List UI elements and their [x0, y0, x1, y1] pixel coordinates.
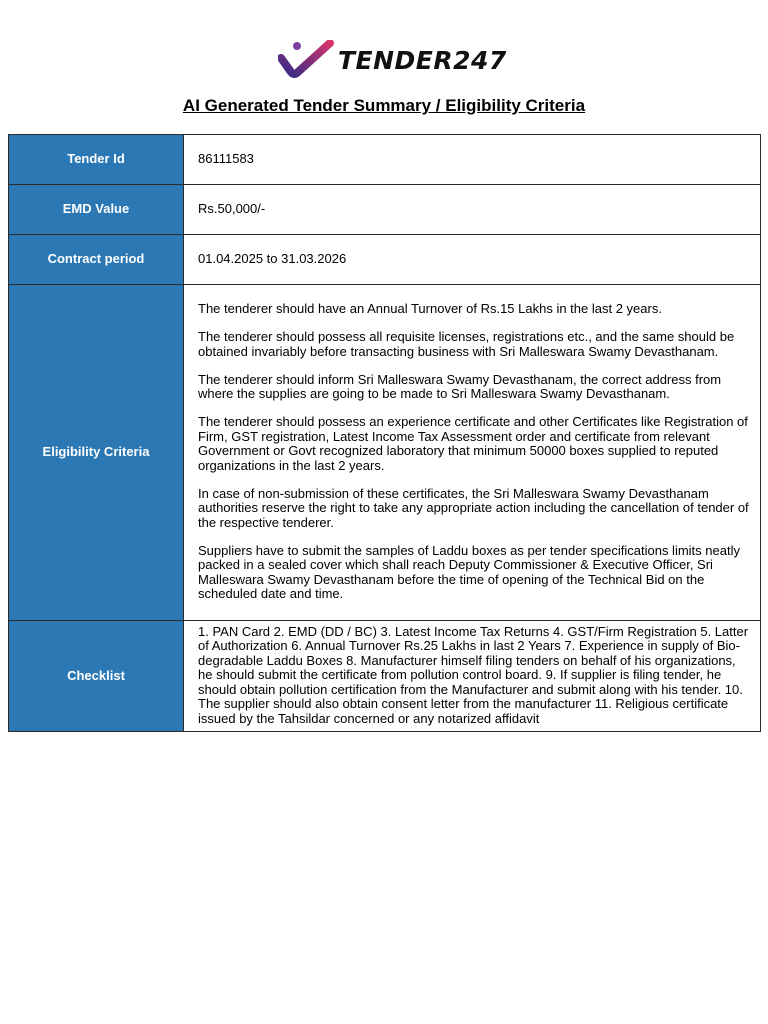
table-row-checklist: [9, 620, 761, 732]
contract-period-value: 01.04.2025 to 31.03.2026: [184, 235, 761, 285]
table-row-contract: [9, 235, 761, 285]
emd-label: EMD Value: [9, 185, 184, 235]
tender-summary-table: [8, 134, 761, 732]
checklist-label: Checklist: [9, 620, 184, 732]
tender-id-value: 86111583: [184, 135, 761, 185]
emd-value: Rs.50,000/-: [184, 185, 761, 235]
table-row-eligibility: [9, 285, 761, 621]
eligibility-criteria: [184, 285, 761, 621]
contract-period-label: Contract period: [9, 235, 184, 285]
page-title: AI Generated Tender Summary / Eligibility Criteria: [182, 96, 586, 115]
table-row-tender-id: [9, 135, 761, 185]
eligibility-label: Eligibility Criteria: [9, 285, 184, 621]
criteria-item: The tenderer should possess all requisite licenses, registrations etc., and the same should be obtained invariably before transacting business with Sri Malleswara Swamy Devasthanam.: [198, 329, 735, 359]
table-row-emd: [9, 185, 761, 235]
criteria-item: In case of non-submission of these certificates, the Sri Malleswara Swamy Devasthanam authorities reserve the right to take any appropriate action including the cancellation of tender of the respective tenderer.: [198, 485, 749, 530]
tender-id-label: Tender Id: [9, 135, 184, 185]
brand-name: TENDER247: [338, 45, 507, 75]
criteria-item: The tenderer should inform Sri Malleswara Swamy Devasthanam, the correct address from where the supplies are going to be made to Sri Malleswara Swamy Devasthanam.: [198, 371, 722, 401]
tender247-logo-icon: [278, 40, 334, 80]
brand-logo: [278, 40, 507, 80]
criteria-item: Suppliers have to submit the samples of Laddu boxes as per tender specifications limits neatly packed in a sealed cover which shall reach Deputy Commissioner & Executive Officer, Sri Malleswara Swamy Devasthanam before the time of opening of the Technical Bid on the scheduled date and time.: [198, 542, 740, 601]
criteria-item: The tenderer should have an Annual Turnover of Rs.15 Lakhs in the last 2 years.: [198, 301, 662, 316]
criteria-item: The tenderer should possess an experience certificate and other Certificates like Registration of Firm, GST registration, Latest Income Tax Assessment order and certificate from relevant Government or Govt recognized laboratory that minimum 50000 boxes supplied to reputed organizations in the last 2 years.: [198, 414, 748, 473]
checklist-value: 1. PAN Card 2. EMD (DD / BC) 3. Latest Income Tax Returns 4. GST/Firm Registration 5. Latter of Authorization 6. Annual Turnover Rs.25 Lakhs in last 2 Years 7. Experience in supply of Bio-degradable Laddu Boxes 8. Manufacturer himself filing tenders on behalf of his organizations, he should submit the certificate from pollution control board. 9. If supplier is filing tender, he should obtain pollution certification from the Manufacturer and submit along with his tender. 10. The supplier should also obtain consent letter from the manufacturer 11. Religious certificate issued by the Tahsildar concerned or any notarized affidavit: [184, 620, 761, 732]
